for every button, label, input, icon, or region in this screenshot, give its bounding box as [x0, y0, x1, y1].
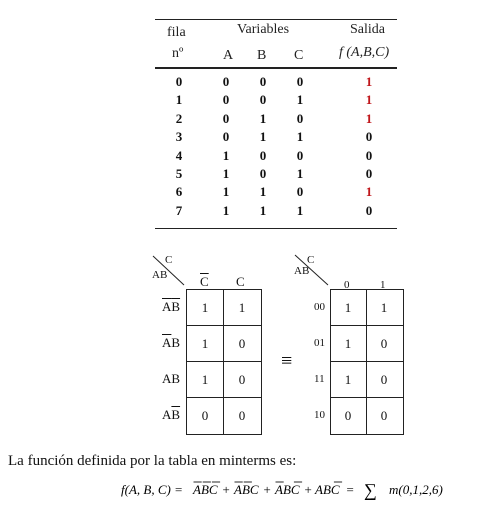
kmap-left-row-label: [162, 407, 180, 423]
kmap-right-hline: [330, 361, 403, 362]
plus-sign: +: [221, 482, 231, 497]
row-output: 1: [365, 184, 373, 200]
row-c: 0: [296, 110, 304, 126]
kmap-left-hline: [186, 361, 261, 362]
row-fila: 1: [175, 92, 183, 108]
kmap-right-hline: [330, 325, 403, 326]
kmap-right-row-label: 00: [314, 301, 325, 313]
kmap-left-cell: 1: [201, 300, 209, 315]
kmap-left-cell: 0: [238, 372, 246, 387]
kmap-right-hline: [330, 397, 403, 398]
row-c: 0: [296, 184, 304, 200]
kmap-left-row-label: [162, 335, 180, 351]
formula-term: ABC: [275, 482, 300, 497]
row-a: 0: [222, 74, 230, 89]
header-fila: fila: [167, 25, 186, 40]
row-label-a: A: [162, 371, 172, 386]
header-n: nº: [172, 46, 184, 61]
header-col-f: f (A,B,C): [339, 45, 390, 60]
row-label-b: $\overline{B}$: [171, 407, 181, 422]
row-a: 0: [222, 110, 230, 126]
row-label-a: $\overline{A}$: [162, 299, 172, 314]
kmap-right-corner-ab: AB: [294, 265, 310, 277]
row-fila: 6: [175, 184, 183, 200]
kmap-left-hline: [186, 325, 261, 326]
row-output: 1: [365, 110, 373, 126]
kmap-left-cell: 0: [238, 336, 246, 351]
kmap-left-cell: 1: [238, 300, 246, 315]
kmap-right-row-label: 10: [314, 409, 325, 421]
row-b: 0: [259, 92, 267, 108]
formula-term: ABC: [234, 482, 259, 497]
kmap-left-col-cbar: $\overline{C}$: [200, 274, 209, 289]
row-a: 1: [222, 202, 230, 218]
kmap-right-cell: 1: [344, 336, 352, 351]
row-label-a: $\overline{A}$: [162, 335, 172, 350]
row-output: 0: [365, 202, 373, 218]
kmap-left-hline: [186, 397, 261, 398]
minterm-formula: [0, 479, 485, 501]
equivalence-symbol: ≡: [281, 350, 293, 372]
row-b: 1: [259, 129, 267, 145]
kmap-right-row-label: 11: [314, 373, 325, 385]
header-col-a: A: [223, 48, 234, 63]
row-c: 1: [296, 166, 304, 181]
row-fila: 3: [175, 129, 183, 145]
header-col-c: C: [294, 48, 304, 63]
kmap-right-col-1: 1: [380, 279, 386, 291]
kmap-left-cell: 0: [201, 408, 209, 423]
equals-sign: =: [345, 482, 355, 497]
row-fila: 7: [175, 202, 183, 218]
kmap-right-cell: 0: [380, 372, 388, 387]
kmap-right-cell: 1: [344, 300, 352, 315]
row-fila: 2: [175, 110, 183, 126]
kmap-right-cell: 1: [380, 300, 388, 315]
kmap-right-row-label: 01: [314, 337, 325, 349]
formula-rhs: m(0,1,2,6): [389, 482, 443, 497]
row-b: 1: [259, 202, 267, 218]
row-fila: 0: [175, 74, 183, 89]
table-header-rule: [155, 67, 397, 69]
row-b: 1: [259, 184, 267, 200]
row-c: 0: [296, 74, 304, 89]
formula-terms: [192, 482, 354, 497]
row-c: 0: [296, 147, 304, 163]
row-output: 0: [365, 129, 373, 145]
header-col-b: B: [257, 48, 267, 63]
row-a: 1: [222, 166, 230, 181]
row-b: 0: [259, 74, 267, 89]
table-bottom-rule: [155, 228, 397, 229]
plus-sign: +: [303, 482, 313, 497]
plus-sign: +: [262, 482, 272, 497]
kmap-right-cell: 0: [380, 408, 388, 423]
row-fila: 4: [175, 147, 183, 163]
row-a: 1: [222, 184, 230, 200]
row-output: 1: [365, 92, 373, 108]
row-b: 1: [259, 110, 267, 126]
formula-term: ABC: [193, 482, 218, 497]
kmap-right-cell: 0: [380, 336, 388, 351]
row-label-b: B: [171, 335, 181, 350]
row-c: 1: [296, 129, 304, 145]
kmap-left-corner-c: C: [165, 254, 173, 266]
kmap-right-col-0: 0: [344, 279, 350, 291]
row-output: 0: [365, 147, 373, 163]
row-label-a: A: [162, 407, 172, 422]
row-label-b: $\overline{B}$: [171, 299, 181, 314]
kmap-left-cell: 1: [201, 372, 209, 387]
header-salida: Salida: [350, 22, 385, 37]
row-b: 0: [259, 166, 267, 181]
formula-term: ABC: [315, 482, 340, 497]
kmap-left-corner-ab: AB: [152, 269, 168, 281]
row-a: 1: [222, 147, 230, 163]
formula-lhs: f(A, B, C) =: [121, 482, 183, 497]
row-b: 0: [259, 147, 267, 163]
kmap-right-cell: 1: [344, 372, 352, 387]
kmap-left-col-c: C: [236, 274, 245, 289]
table-top-rule: [155, 19, 397, 20]
header-variables: Variables: [237, 22, 290, 37]
row-label-b: B: [171, 371, 181, 386]
kmap-left-cell: 1: [201, 336, 209, 351]
row-a: 0: [222, 129, 230, 145]
kmap-right-corner-c: C: [307, 254, 315, 266]
row-output: 0: [365, 166, 373, 181]
kmap-left-row-label: [162, 371, 180, 387]
row-output: 1: [365, 74, 373, 89]
row-a: 0: [222, 92, 230, 108]
kmap-right-cell: 0: [344, 408, 352, 423]
kmap-left-cell: 0: [238, 408, 246, 423]
kmap-left-row-label: [162, 299, 180, 315]
minterm-sentence: La función definida por la tabla en minterms es:: [8, 453, 297, 469]
row-c: 1: [296, 202, 304, 218]
row-fila: 5: [175, 166, 183, 181]
row-c: 1: [296, 92, 304, 108]
formula-sum: ∑: [364, 480, 377, 500]
